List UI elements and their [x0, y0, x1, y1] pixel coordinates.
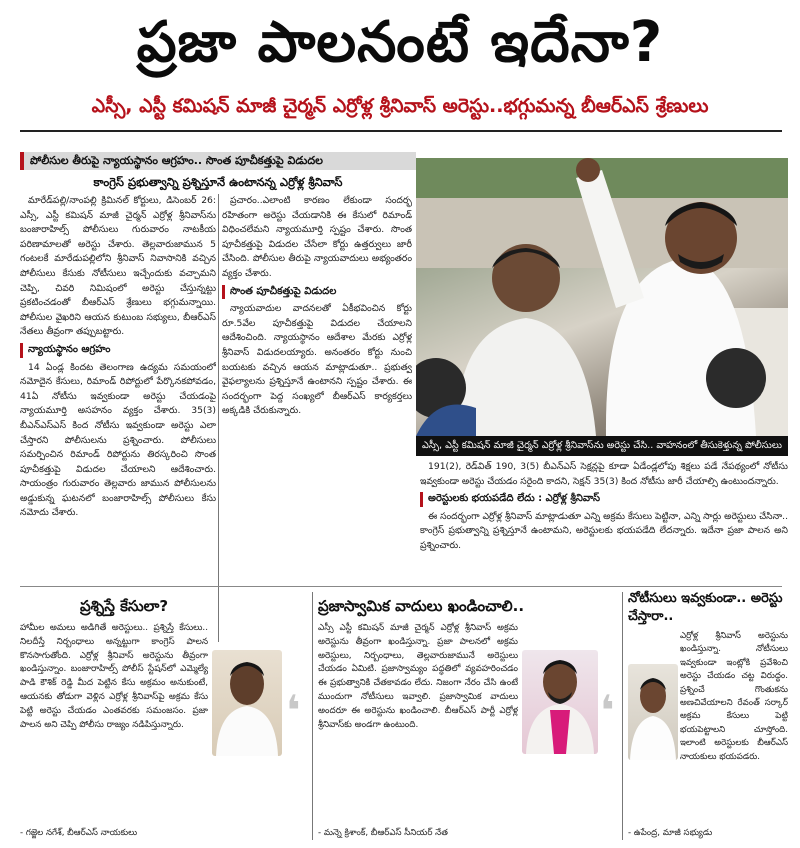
- photo-caption: ఎస్సీ, ఎస్టీ కమిషన్ మాజీ చైర్మన్ ఎర్రోళ్ల శ్రీనివాస్‌ను అరెస్టు చేసి.. వాహనంలో తీసుకెళ్తున్న పోలీసులు: [416, 436, 788, 456]
- arrest-photo-illustration: [416, 158, 788, 436]
- quote-portrait-1: [212, 650, 282, 756]
- person-portrait-icon: [212, 650, 282, 756]
- headline: ప్రజా పాలనంటే ఇదేనా?: [136, 10, 664, 75]
- quote-mark-icon: ❛: [286, 686, 301, 735]
- article-subheading: సొంత పూచీకత్తుపై విడుదల: [222, 285, 412, 300]
- quote-signature: - ఉపేంద్ర, మాజీ సభ్యుడు: [628, 828, 713, 838]
- column-divider: [218, 194, 219, 642]
- section-divider: [20, 586, 782, 587]
- column-divider: [312, 592, 313, 840]
- quote-title: ప్రజాస్వామిక వాదులు ఖండించాలి..: [318, 597, 525, 615]
- quote-portrait-3: [628, 664, 678, 760]
- arrest-photo: [416, 158, 788, 436]
- quote-signature: - మన్నె క్రిశాంక్, బీఆర్ఎస్ సీనియర్ నేత: [318, 828, 448, 838]
- article-paragraph: న్యాయవాదుల వాదనలతో ఏకీభవించిన కోర్టు రూ.5వేల పూచీకత్తుపై విడుదల చేయాలని ఆదేశించింది. న్యాయస్థానం ఆదేశాల మేరకు ఎర్రోళ్ల శ్రీనివాస్ విడుదలయ్యారు. అనంతరం కోర్టు నుంచి బయటకు వచ్చిన ఆయన మాట్లాడుతూ.. ప్రభుత్వ వైఫల్యాలను ప్రశ్నిస్తూనే ఉంటానని స్పష్టం చేశారు. ఈ సందర్భంగా పెద్ద సంఖ్యలో బీఆర్ఎస్ కార్యకర్తలు అక్కడికి చేరుకున్నారు.: [222, 303, 412, 417]
- person-portrait-icon: [522, 650, 598, 754]
- quote-text: హామీల అమలు అడిగితే అరెస్టులు.. ప్రశ్నిస్తే కేసులు.. నిలదీస్తే నిర్బంధాలు అన్నట్టుగా కాంగ్రెస్ పాలన కొనసాగుతోంది. ఎర్రోళ్ల శ్రీనివాస్ అరెస్టును తీవ్రంగా ఖండిస్తున్నాం. బంజారాహిల్స్ పోలీస్ స్టేషన్‌లో ఎమ్మెల్యే పాడి కౌశిక్ రెడ్డి మీద పెట్టిన కేసు అక్రమం అనుకుంటే, ఆయనకు తోడుగా వెళ్లిన ఎర్రోళ్ల శ్రీనివాస్‌పై అక్రమ కేసు పెట్టి అరెస్టు చేయడం ఎంతవరకు సమంజసం. ప్రజా పాలన అని చెప్పి పోలీసు రాజ్యం నడిపిస్తున్నారు.: [20, 623, 208, 730]
- article-subheading: న్యాయస్థానం ఆగ్రహం: [20, 343, 216, 358]
- subheadline: ఎస్సీ, ఎస్టీ కమిషన్ మాజీ చైర్మన్ ఎర్రోళ్ల శ్రీనివాస్ అరెస్టు..భగ్గుమన్న బీఆర్ఎస్ శ్రేణులు: [91, 95, 709, 117]
- story-kicker: కాంగ్రెస్ ప్రభుత్వాన్ని ప్రశ్నిస్తూనే ఉంటానన్న ఎర్రోళ్ల శ్రీనివాస్: [93, 175, 343, 189]
- article-paragraph: ప్రచారం..ఎలాంటి కారణం లేకుండా సందర్భ రహితంగా అరెస్టు చేయడానికి ఈ కేసులో రిమాండ్ విధించలేమని న్యాయమూర్తి స్పష్టం చేశారు. సొంత పూచీకత్తుపై విడుదల చేసేలా కోర్టు ఉత్తర్వులు జారీ చేసింది. పోలీసుల తీరుపై న్యాయవాదులు అభ్యంతరం వ్యక్తం చేశారు.: [222, 195, 412, 279]
- quote-text: ఎర్రోళ్ల శ్రీనివాస్ అరెస్టును ఖండిస్తున్నా. నోటీసులు ఇవ్వకుండా ఇంట్లోకి ప్రవేశించి అరెస్టు చేయడం చట్ట విరుద్ధం. ప్రశ్నించే గొంతుకను అణచివేయాలని రేవంత్ సర్కార్ అక్రమ కేసులు పెట్టి భయపెట్టాలని చూస్తోంది. ఇలాంటి అరెస్టులకు బీఆర్ఎస్ నాయకులు భయపడరు.: [680, 631, 788, 762]
- column-divider: [622, 592, 623, 840]
- quote-portrait-2: [522, 650, 598, 754]
- top-divider: [20, 130, 782, 132]
- quote-title: నోటీసులు ఇవ్వకుండా.. అరెస్టు చేస్తారా..: [628, 591, 783, 624]
- story-banner: పోలీసుల తీరుపై న్యాయస్థానం ఆగ్రహం.. సొంత పూచీకత్తుపై విడుదల: [20, 152, 416, 170]
- quote-text: ఎస్సీ ఎస్టీ కమిషన్ మాజీ చైర్మన్ ఎర్రోళ్ల శ్రీనివాస్ అక్రమ అరెస్టును తీవ్రంగా ఖండిస్తున్నా. ప్రజా పాలనలో అక్రమ అరెస్టులు, నిర్బంధాలు, తెల్లవారుజామునే అరెస్టులు చేయడం ఏమిటి. ప్రజాస్వామ్యం పద్ధతిలో వ్యవహరించడం ఈ ప్రభుత్వానికి చేతకావడం లేదు. నిజంగా నేరం చేసి ఉంటే ముందుగా నోటీసులు ఇవ్వాలి. ప్రజాస్వామిక వాదులు అందరూ ఈ అరెస్టును ఖండించాలి. బీఆర్ఎస్ పార్టీ ఎర్రోళ్ల శ్రీనివాస్‌కు అండగా ఉంటుంది.: [318, 623, 518, 730]
- quote-signature: - గజ్జెల నగేశ్, బీఆర్ఎస్ నాయకులు: [20, 828, 138, 838]
- article-subheading: అరెస్టులకు భయపడేది లేదు : ఎర్రోళ్ల శ్రీనివాస్: [420, 492, 788, 507]
- article-paragraph: 14 ఏండ్ల కిందట తెలంగాణ ఉద్యమ సమయంలో నమోదైన కేసులు, రిమాండ్ రిపోర్టులో పేర్కొనకపోవడం, 41ఏ నోటీసు ఇవ్వకుండా అరెస్టు చేయడంపై న్యాయమూర్తి అసహనం వ్యక్తం చేశారు. 35(3) బీఎన్ఎస్ఎస్ కింద నోటీసు ఇవ్వకుండా అరెస్టు ఎలా చేస్తారని పోలీసులను ప్రశ్నించారు. పోలీసులు సమర్పించిన రిమాండ్ రిపోర్టును తిరస్కరించి సొంత పూచీకత్తుపై విడుదల చేయాలని ఆదేశించారు. సాయంత్రం గురువారం తెల్లవారు జామున పోలీసులను అడ్డుకున్న ఘటనలో బంజారాహిల్స్ పోలీసులు కేసు నమోదు చేశారు.: [20, 361, 216, 519]
- article-paragraph: మారేడ్‌పల్లి/నాంపల్లి క్రిమినల్ కోర్టులు, డిసెంబర్ 26: ఎస్సీ, ఎస్టీ కమిషన్ మాజీ చైర్మన్ ఎర్రోళ్ల శ్రీనివాస్‌ను బంజారాహిల్స్ పోలీసులు గురువారం నాటకీయ పరిణామాలతో అరెస్టు చేశారు. తెల్లవారుజామున 5 గంటలకే మారేడుపల్లిలోని శ్రీనివాస్ నివాసానికి వచ్చిన పోలీసులు కేసుకు నోటీసులు ఇచ్చేందుకు వచ్చామని చెప్పి, చివరి నిమిషంలో అరెస్టు చేస్తున్నట్టు ప్రకటించడంతో బీఆర్ఎస్ శ్రేణులు భగ్గుమన్నాయి. పోలీసుల వైఖరిని ఆయన కుటుంబ సభ్యులు, బీఆర్ఎస్ నేతలు తీవ్రంగా తప్పుబట్టారు.: [20, 195, 216, 338]
- person-portrait-icon: [628, 664, 678, 760]
- article-paragraph: 191(2), రెడ్‌విత్ 190, 3(5) బీఎన్ఎస్ సెక్షన్లపై కూడా ఏడేండ్లలోపు శిక్షలు పడే నేపథ్యంలో నోటీసు ఇవ్వకుండా అరెస్టు చేయడం సరైంది కాదని, సెక్షన్ 35(3) కింద నోటీసు జారీ చేయాల్సి ఉంటుందన్నారు.: [420, 461, 788, 487]
- article-column-3: [420, 460, 788, 572]
- quote-mark-icon: ❛: [600, 686, 615, 735]
- article-paragraph: ఈ సందర్భంగా ఎర్రోళ్ల శ్రీనివాస్ మాట్లాడుతూ ఎన్ని అక్రమ కేసులు పెట్టినా, ఎన్ని సార్లు అరెస్టులు చేసినా.. కాంగ్రెస్ ప్రభుత్వాన్ని ప్రశ్నిస్తూనే ఉంటామని, అరెస్టులకు భయపడేది లేదన్నారు. ఇదేనా ప్రజా పాలన అని ప్రశ్నించారు.: [420, 510, 788, 551]
- quote-title: ప్రశ్నిస్తే కేసులా?: [80, 597, 169, 615]
